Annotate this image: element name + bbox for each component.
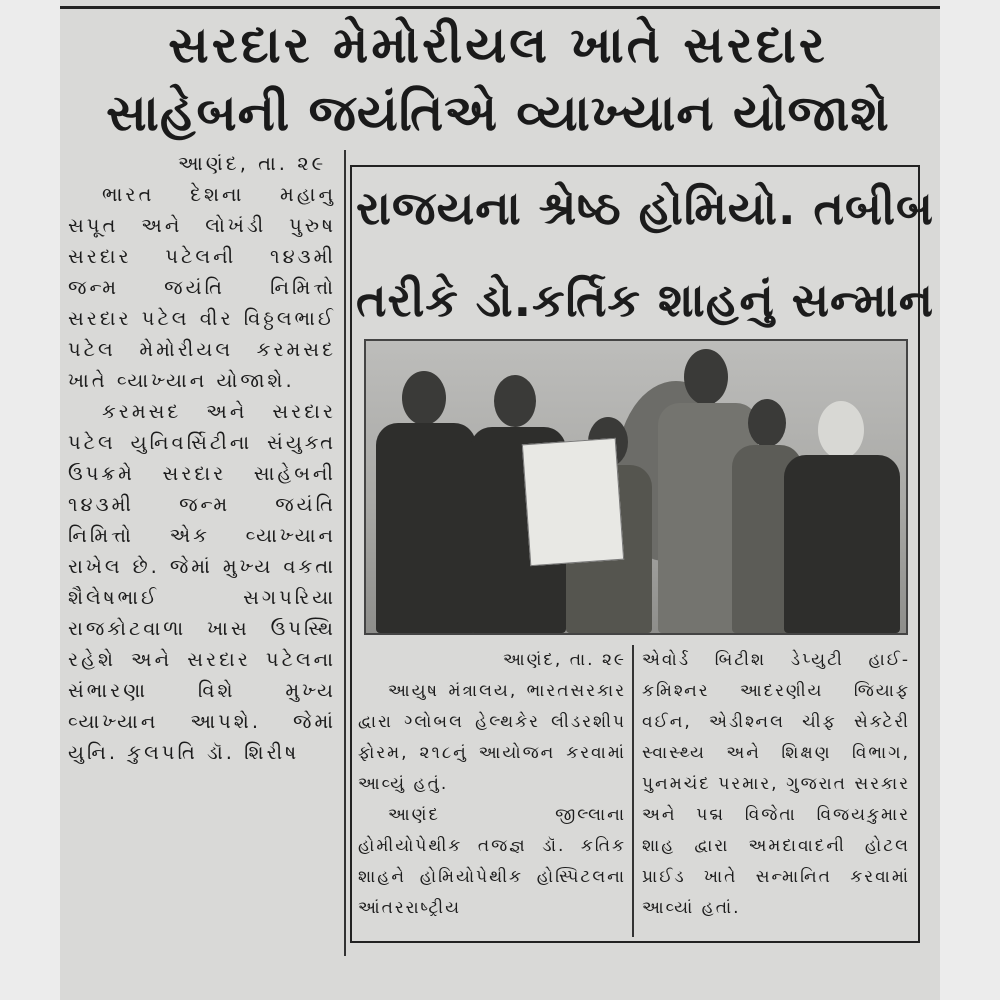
left-article-paragraph-1: ભારત દેશના મહાનુ સપૂત અને લોખંડી પુરુષ સરદાર પટેલની ૧૪૩મી જન્મ જયંતિ નિમિત્તો સરદાર પટેલ વીર વિઠ્ઠલભાઈ પટેલ મેમોરીયલ કરમસદ ખાતે વ્યાખ્યાન યોજાશે. bbox=[68, 183, 336, 392]
right-article-column-2 bbox=[642, 645, 910, 935]
photo-certificate bbox=[522, 438, 624, 566]
headline-line-1: સરદાર મેમોરીયલ ખાતે સરદાર bbox=[168, 16, 828, 74]
award-ceremony-photo bbox=[364, 339, 908, 635]
right-article-col1-paragraph-2: આણંદ જીલ્લાના હોમીયોપેથીક તજજ્ઞ ડૉ. કતિક શાહને હોમિયોપેથીક હોસ્પિટલના આંતરરાષ્ટ્રીય bbox=[358, 805, 626, 918]
right-article-dateline: આણંદ, તા. ૨૯ bbox=[502, 650, 626, 670]
right-article-box bbox=[350, 165, 935, 943]
left-article-paragraph-2: કરમસદ અને સરદાર પટેલ યુનિવર્સિટીના સંયુક્ત ઉપક્રમે સરદાર સાહેબની ૧૪૩મી જન્મ જયંતિ નિમિત્તો એક વ્યાખ્યાન રાખેલ છે. જેમાં મુખ્ય વકતા શૈલેષભાઈ સગપરિયા રાજકોટવાળા ખાસ ઉપસ્થિ રહેશે અને સરદાર પટેલના સંભારણા વિશે મુખ્ય વ્યાખ્યાન આપશે. જેમાં યુનિ. કુલપતિ ડૉ. શિરીષ bbox=[68, 400, 336, 764]
right-article-headline-2: તરીકે ડો.કર્તિક શાહનું સન્માન bbox=[356, 273, 935, 327]
right-article-column-1 bbox=[358, 645, 626, 935]
top-rule bbox=[60, 6, 940, 9]
right-article-col1-paragraph-1: આયુષ મંત્રાલય, ભારતસરકાર દ્વારા ગ્લોબલ હેલ્થકેર લીડરશીપ ફોરમ, ૨૧૮નું આયોજન કરવામાં આવ્યું હતું. bbox=[358, 681, 626, 794]
left-article-dateline: આણંદ, તા. ૨૯ bbox=[178, 152, 327, 175]
column-divider bbox=[344, 150, 346, 956]
headline-line-2: સાહેબની જયંતિએ વ્યાખ્યાન યોજાશે bbox=[106, 84, 890, 142]
inner-column-divider bbox=[632, 645, 634, 937]
right-article-col2-paragraph: એવોર્ડ બિટીશ ડેપ્યુટી હાઈ-કમિશ્નર આદરણીય જિયાફ વઈન, એડીશ્નલ ચીફ સેક્ટેરી સ્વાસ્થ્ય અને શિક્ષણ વિભાગ, પુનમચંદ પરમાર, ગુજરાત સરકાર અને પદ્મ વિજેતા વિજયકુમાર શાહ દ્વારા અમદાવાદની હોટલ પ્રાઈડ ખાતે સન્માનિત કરવામાં આવ્યાં હતાં. bbox=[642, 650, 910, 918]
right-article-headline-1: રાજયના શ્રેષ્ઠ હોમિયો. તબીબ bbox=[356, 181, 934, 235]
left-article bbox=[68, 148, 336, 988]
newspaper-clipping bbox=[60, 0, 940, 1000]
